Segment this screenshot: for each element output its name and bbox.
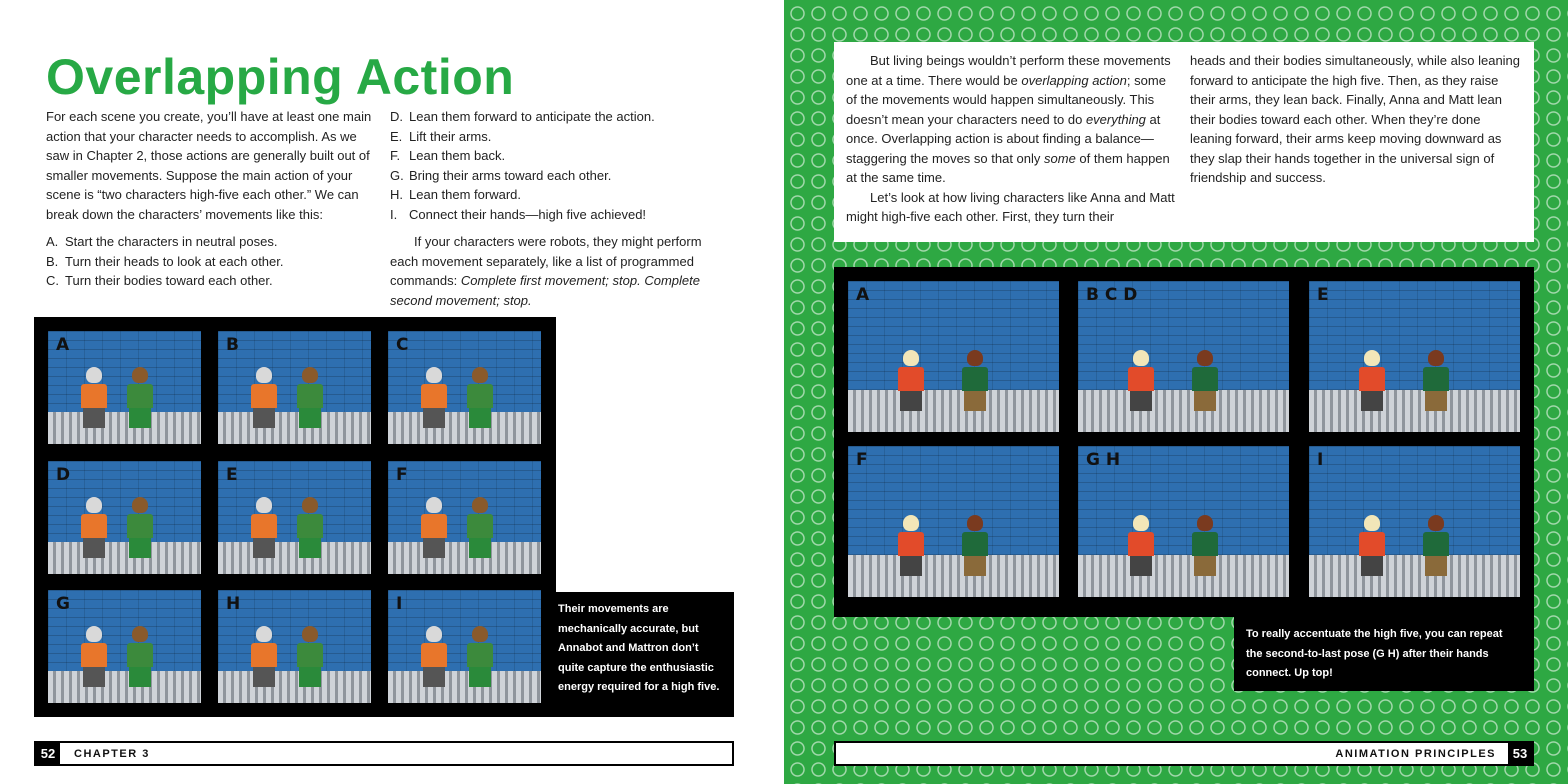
minifigure — [251, 367, 277, 428]
animation-frame — [388, 590, 541, 703]
step-item — [390, 146, 730, 166]
frame-label: D — [56, 465, 71, 485]
frame-label: F — [396, 465, 408, 485]
step-letter: A. — [46, 234, 59, 249]
step-letter: D. — [390, 109, 403, 124]
minifigure — [1359, 350, 1385, 411]
left-caption: Their movements are mechanically accurate, but Annabot and Mattron don’t quite capture the enthusiastic energy required for a high five. — [558, 603, 720, 693]
frame-label: B — [226, 335, 239, 355]
minifigure — [898, 515, 924, 576]
step-letter: B. — [46, 253, 59, 269]
steps-list-part1 — [46, 232, 380, 291]
step-item — [390, 185, 730, 205]
minifigure — [421, 626, 447, 687]
step-letter: E. — [390, 128, 403, 144]
step-item — [390, 127, 730, 147]
intro-paragraph: For each scene you create, you’ll have at least one main action that your character needs to accomplish. As we saw in Chapter 2, those actions are generally built out of smaller movements. Suppose the main action of your scene is “two characters high-five each other.” We can break down the characters’ movements like this: — [46, 109, 372, 222]
minifigure — [1192, 350, 1218, 411]
frame-label: G — [56, 594, 70, 614]
page-number: 53 — [1508, 743, 1532, 764]
animation-frame — [48, 331, 201, 444]
minifigure — [127, 367, 153, 428]
right-caption: To really accentuate the high five, you can repeat the second-to-last pose (G H) after their hands connect. Up top! — [1246, 628, 1503, 679]
left-column-2 — [390, 107, 730, 310]
animation-frame — [1309, 446, 1520, 597]
frame-label: A — [856, 285, 870, 305]
animation-frame — [848, 281, 1059, 432]
step-text: Lean them forward. — [409, 187, 522, 202]
animation-frame — [1078, 281, 1289, 432]
chapter-label: ANIMATION PRINCIPLES — [1335, 747, 1496, 760]
right-page — [784, 0, 1568, 784]
frame-label: G H — [1086, 450, 1121, 470]
step-item — [390, 205, 730, 225]
minifigure — [297, 497, 323, 558]
frame-label: I — [396, 594, 403, 614]
minifigure — [898, 350, 924, 411]
minifigure — [127, 497, 153, 558]
right-column-1 — [846, 51, 1176, 227]
left-footer — [34, 741, 734, 766]
minifigure — [962, 515, 988, 576]
right-footer — [834, 741, 1534, 766]
step-text: Connect their hands—high five achieved! — [409, 206, 647, 222]
animation-frame — [218, 590, 371, 703]
step-item — [390, 166, 730, 186]
minifigure — [297, 367, 323, 428]
overlap-paragraph: But living beings wouldn’t perform these movements one at a time. There would be overlapping action; some of the movements would happen simultaneously. This doesn’t mean your characters need to do everything at once. Overlapping action is about finding a balance—staggering the moves so that only some of them happen at the same time. — [846, 53, 1171, 185]
steps-list-part2 — [390, 107, 730, 224]
minifigure — [1128, 350, 1154, 411]
frame-label: E — [1317, 285, 1329, 305]
frame-label: I — [1317, 450, 1324, 470]
step-text: Lift their arms. — [409, 128, 492, 144]
step-letter: I. — [390, 206, 398, 222]
minifigure — [1423, 515, 1449, 576]
chapter-label: CHAPTER 3 — [74, 747, 150, 760]
frame-label: C — [396, 335, 409, 355]
frame-label: F — [856, 450, 868, 470]
step-text: Turn their heads to look at each other. — [65, 253, 284, 269]
animation-frame — [1078, 446, 1289, 597]
minifigure — [421, 497, 447, 558]
frame-label: E — [226, 465, 238, 485]
step-letter: F. — [390, 148, 401, 163]
minifigure — [251, 497, 277, 558]
minifigure — [297, 626, 323, 687]
animation-frame — [48, 461, 201, 574]
step-text: Start the characters in neutral poses. — [65, 234, 278, 249]
animation-frame — [48, 590, 201, 703]
minifigure — [1128, 515, 1154, 576]
step-item — [46, 271, 380, 291]
minifigure — [467, 497, 493, 558]
step-text: Lean them back. — [409, 148, 506, 163]
frame-label: A — [56, 335, 70, 355]
frame-label: B C D — [1086, 285, 1138, 305]
step-text: Turn their bodies toward each other. — [65, 273, 273, 288]
minifigure — [127, 626, 153, 687]
robots-paragraph: If your characters were robots, they might perform each movement separately, like a list of programmed commands: Complete first movement; stop. Complete second movement; stop. — [390, 234, 702, 308]
page-number: 52 — [36, 743, 60, 764]
minifigure — [962, 350, 988, 411]
minifigure — [421, 367, 447, 428]
left-caption-box — [548, 592, 734, 717]
step-item — [46, 252, 380, 272]
living-characters-paragraph: Let’s look at how living characters like Anna and Matt might high-five each other. First, they turn their — [846, 189, 1175, 224]
step-letter: H. — [390, 187, 403, 202]
minifigure — [1423, 350, 1449, 411]
minifigure — [81, 497, 107, 558]
left-column-1 — [46, 107, 380, 291]
minifigure — [1192, 515, 1218, 576]
minifigure — [467, 626, 493, 687]
step-item — [390, 107, 730, 127]
minifigure — [467, 367, 493, 428]
animation-frame — [218, 461, 371, 574]
right-caption-box — [1234, 617, 1534, 691]
animation-frame — [1309, 281, 1520, 432]
step-letter: G. — [390, 167, 404, 183]
minifigure — [81, 367, 107, 428]
animation-frame — [388, 461, 541, 574]
minifigure — [1359, 515, 1385, 576]
page-title: Overlapping Action — [46, 49, 515, 105]
step-text: Lean them forward to anticipate the action. — [409, 109, 655, 124]
frame-label: H — [226, 594, 241, 614]
simultaneous-paragraph: heads and their bodies simultaneously, while also leaning forward to anticipate the high five. Then, as they raise their arms, they lean back. Finally, Anna and Matt lean their bodies toward each other. When they’re done leaning forward, their arms keep moving downward as they slap their hands together in the universal sign of friendship and success. — [1190, 53, 1521, 185]
step-text: Bring their arms toward each other. — [409, 167, 612, 183]
animation-frame — [218, 331, 371, 444]
animation-frame — [848, 446, 1059, 597]
minifigure — [251, 626, 277, 687]
step-letter: C. — [46, 273, 59, 288]
animation-frame — [388, 331, 541, 444]
step-item — [46, 232, 380, 252]
right-column-2 — [1190, 51, 1522, 188]
minifigure — [81, 626, 107, 687]
